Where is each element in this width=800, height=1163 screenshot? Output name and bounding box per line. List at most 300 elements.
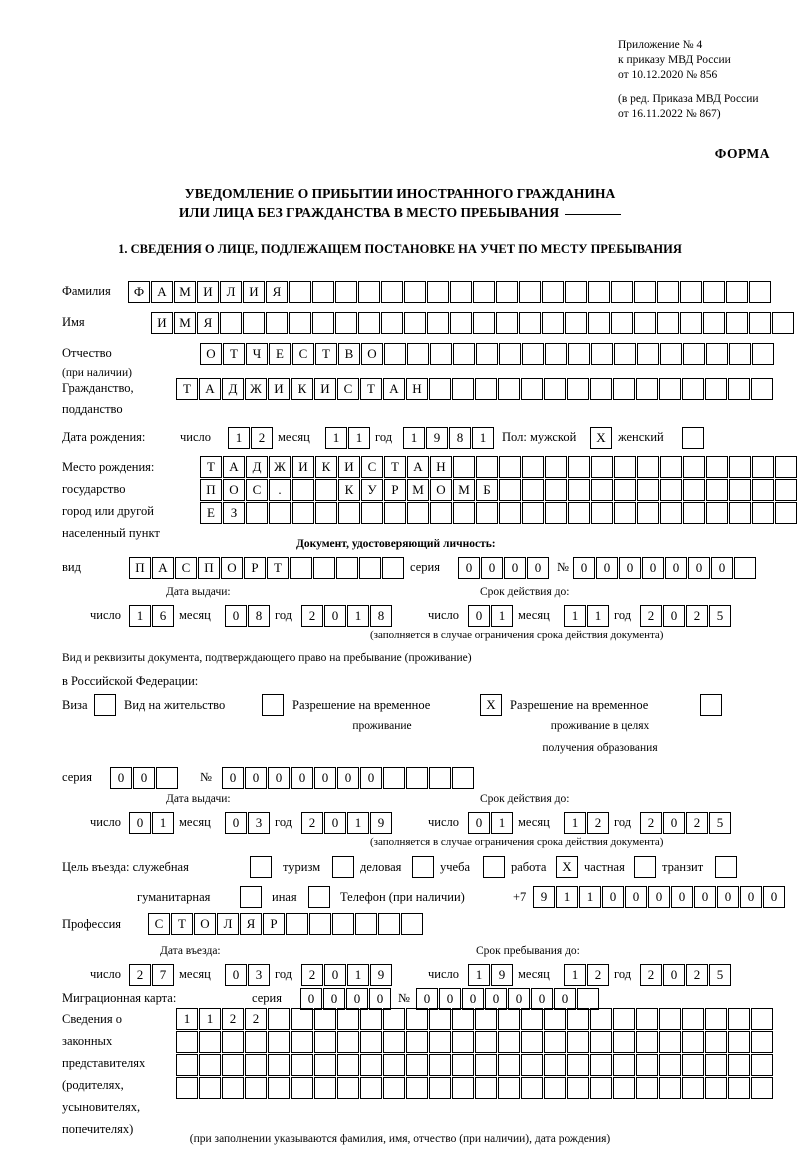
char-cell[interactable] bbox=[682, 1008, 704, 1030]
checkbox-temp-residence[interactable] bbox=[480, 694, 503, 716]
char-cell[interactable]: 0 bbox=[324, 964, 346, 986]
char-cell[interactable] bbox=[683, 343, 705, 365]
char-cell[interactable]: Е bbox=[200, 502, 222, 524]
char-cell[interactable] bbox=[312, 281, 334, 303]
char-cell[interactable] bbox=[483, 856, 505, 878]
char-cell[interactable]: О bbox=[200, 343, 222, 365]
char-cell[interactable]: Р bbox=[384, 479, 406, 501]
char-cell[interactable] bbox=[452, 1008, 474, 1030]
char-cell[interactable] bbox=[637, 479, 659, 501]
field-doc-issue-month[interactable] bbox=[225, 605, 271, 627]
char-cell[interactable] bbox=[337, 1008, 359, 1030]
char-cell[interactable] bbox=[476, 502, 498, 524]
char-cell[interactable]: Ф bbox=[128, 281, 150, 303]
char-cell[interactable] bbox=[729, 479, 751, 501]
char-cell[interactable] bbox=[706, 479, 728, 501]
char-cell[interactable] bbox=[406, 1054, 428, 1076]
char-cell[interactable] bbox=[332, 913, 354, 935]
char-cell[interactable] bbox=[519, 312, 541, 334]
checkbox-purpose-transit[interactable] bbox=[715, 856, 738, 878]
char-cell[interactable]: 2 bbox=[686, 812, 708, 834]
char-cell[interactable]: 2 bbox=[251, 427, 273, 449]
char-cell[interactable]: 1 bbox=[564, 964, 586, 986]
char-cell[interactable] bbox=[309, 913, 331, 935]
char-cell[interactable] bbox=[637, 456, 659, 478]
char-cell[interactable]: 0 bbox=[481, 557, 503, 579]
char-cell[interactable] bbox=[565, 312, 587, 334]
checkbox-purpose-work[interactable] bbox=[556, 856, 579, 878]
char-cell[interactable]: О bbox=[361, 343, 383, 365]
char-cell[interactable]: 0 bbox=[222, 767, 244, 789]
char-cell[interactable]: М bbox=[174, 312, 196, 334]
char-cell[interactable] bbox=[245, 1077, 267, 1099]
char-cell[interactable]: К bbox=[291, 378, 313, 400]
char-cell[interactable] bbox=[591, 479, 613, 501]
char-cell[interactable] bbox=[412, 856, 434, 878]
char-cell[interactable] bbox=[452, 1031, 474, 1053]
char-cell[interactable]: П bbox=[129, 557, 151, 579]
char-cell[interactable] bbox=[657, 312, 679, 334]
char-cell[interactable]: 0 bbox=[369, 988, 391, 1010]
char-cell[interactable]: Ж bbox=[245, 378, 267, 400]
char-cell[interactable]: А bbox=[383, 378, 405, 400]
checkbox-purpose-business[interactable] bbox=[412, 856, 435, 878]
char-cell[interactable] bbox=[384, 502, 406, 524]
char-cell[interactable] bbox=[729, 456, 751, 478]
field-surname[interactable] bbox=[128, 281, 772, 303]
field-doc-kind[interactable] bbox=[129, 557, 405, 579]
char-cell[interactable]: 0 bbox=[300, 988, 322, 1010]
char-cell[interactable]: 5 bbox=[709, 964, 731, 986]
field-legal-row-1[interactable] bbox=[176, 1008, 774, 1030]
char-cell[interactable]: 2 bbox=[640, 964, 662, 986]
char-cell[interactable]: 1 bbox=[347, 605, 369, 627]
char-cell[interactable]: Л bbox=[220, 281, 242, 303]
char-cell[interactable]: 3 bbox=[248, 964, 270, 986]
char-cell[interactable] bbox=[772, 312, 794, 334]
char-cell[interactable] bbox=[775, 456, 797, 478]
field-mc-number[interactable] bbox=[416, 988, 600, 1010]
char-cell[interactable]: Б bbox=[476, 479, 498, 501]
char-cell[interactable] bbox=[588, 281, 610, 303]
char-cell[interactable] bbox=[156, 767, 178, 789]
char-cell[interactable]: 0 bbox=[671, 886, 693, 908]
field-permit-valid-day[interactable] bbox=[468, 812, 514, 834]
char-cell[interactable] bbox=[705, 1077, 727, 1099]
char-cell[interactable] bbox=[680, 312, 702, 334]
char-cell[interactable] bbox=[475, 378, 497, 400]
char-cell[interactable] bbox=[568, 502, 590, 524]
char-cell[interactable] bbox=[314, 1031, 336, 1053]
char-cell[interactable] bbox=[521, 1031, 543, 1053]
char-cell[interactable]: 0 bbox=[337, 767, 359, 789]
char-cell[interactable]: 2 bbox=[686, 605, 708, 627]
char-cell[interactable] bbox=[567, 1077, 589, 1099]
char-cell[interactable] bbox=[429, 378, 451, 400]
char-cell[interactable]: 9 bbox=[370, 812, 392, 834]
char-cell[interactable]: 0 bbox=[110, 767, 132, 789]
char-cell[interactable] bbox=[636, 1031, 658, 1053]
field-permit-valid-year[interactable] bbox=[640, 812, 732, 834]
char-cell[interactable]: 1 bbox=[403, 427, 425, 449]
char-cell[interactable] bbox=[636, 1008, 658, 1030]
char-cell[interactable]: X bbox=[590, 427, 612, 449]
char-cell[interactable]: 0 bbox=[458, 557, 480, 579]
char-cell[interactable]: 0 bbox=[688, 557, 710, 579]
char-cell[interactable] bbox=[94, 694, 116, 716]
field-legal-row-2[interactable] bbox=[176, 1031, 774, 1053]
checkbox-purpose-service[interactable] bbox=[250, 856, 273, 878]
char-cell[interactable] bbox=[499, 479, 521, 501]
char-cell[interactable] bbox=[453, 343, 475, 365]
char-cell[interactable] bbox=[292, 479, 314, 501]
char-cell[interactable] bbox=[199, 1054, 221, 1076]
char-cell[interactable] bbox=[567, 1054, 589, 1076]
char-cell[interactable] bbox=[751, 1008, 773, 1030]
char-cell[interactable] bbox=[728, 1077, 750, 1099]
char-cell[interactable] bbox=[289, 281, 311, 303]
char-cell[interactable] bbox=[706, 343, 728, 365]
char-cell[interactable] bbox=[614, 456, 636, 478]
field-patronymic[interactable] bbox=[200, 343, 775, 365]
char-cell[interactable] bbox=[590, 1008, 612, 1030]
char-cell[interactable]: 0 bbox=[291, 767, 313, 789]
field-legal-row-3[interactable] bbox=[176, 1054, 774, 1076]
char-cell[interactable] bbox=[496, 312, 518, 334]
char-cell[interactable]: 1 bbox=[176, 1008, 198, 1030]
char-cell[interactable] bbox=[360, 1031, 382, 1053]
char-cell[interactable]: 0 bbox=[596, 557, 618, 579]
char-cell[interactable] bbox=[430, 502, 452, 524]
char-cell[interactable]: 0 bbox=[314, 767, 336, 789]
char-cell[interactable] bbox=[475, 1031, 497, 1053]
char-cell[interactable]: 1 bbox=[325, 427, 347, 449]
char-cell[interactable] bbox=[568, 343, 590, 365]
char-cell[interactable] bbox=[473, 281, 495, 303]
char-cell[interactable]: Т bbox=[267, 557, 289, 579]
char-cell[interactable]: Д bbox=[246, 456, 268, 478]
char-cell[interactable] bbox=[292, 502, 314, 524]
char-cell[interactable] bbox=[499, 456, 521, 478]
char-cell[interactable]: Е bbox=[269, 343, 291, 365]
field-legal-row-4[interactable] bbox=[176, 1077, 774, 1099]
char-cell[interactable] bbox=[473, 312, 495, 334]
char-cell[interactable]: 8 bbox=[370, 605, 392, 627]
char-cell[interactable]: 1 bbox=[587, 605, 609, 627]
char-cell[interactable] bbox=[522, 479, 544, 501]
char-cell[interactable]: 0 bbox=[527, 557, 549, 579]
char-cell[interactable] bbox=[565, 281, 587, 303]
field-doc-series[interactable] bbox=[458, 557, 550, 579]
char-cell[interactable]: Т bbox=[171, 913, 193, 935]
char-cell[interactable] bbox=[286, 913, 308, 935]
char-cell[interactable]: С bbox=[148, 913, 170, 935]
char-cell[interactable] bbox=[220, 312, 242, 334]
char-cell[interactable] bbox=[176, 1031, 198, 1053]
char-cell[interactable] bbox=[752, 456, 774, 478]
char-cell[interactable] bbox=[383, 1008, 405, 1030]
char-cell[interactable]: 0 bbox=[573, 557, 595, 579]
char-cell[interactable] bbox=[749, 281, 771, 303]
char-cell[interactable] bbox=[521, 1008, 543, 1030]
char-cell[interactable] bbox=[355, 913, 377, 935]
char-cell[interactable]: А bbox=[223, 456, 245, 478]
char-cell[interactable]: 0 bbox=[694, 886, 716, 908]
char-cell[interactable]: 8 bbox=[248, 605, 270, 627]
char-cell[interactable]: Т bbox=[315, 343, 337, 365]
char-cell[interactable]: 0 bbox=[485, 988, 507, 1010]
char-cell[interactable] bbox=[705, 378, 727, 400]
char-cell[interactable]: 0 bbox=[346, 988, 368, 1010]
char-cell[interactable] bbox=[683, 502, 705, 524]
char-cell[interactable] bbox=[545, 502, 567, 524]
char-cell[interactable]: И bbox=[338, 456, 360, 478]
char-cell[interactable]: 2 bbox=[587, 812, 609, 834]
char-cell[interactable] bbox=[680, 281, 702, 303]
char-cell[interactable]: 1 bbox=[129, 605, 151, 627]
char-cell[interactable] bbox=[476, 456, 498, 478]
char-cell[interactable] bbox=[308, 886, 330, 908]
char-cell[interactable] bbox=[706, 502, 728, 524]
char-cell[interactable]: 2 bbox=[129, 964, 151, 986]
char-cell[interactable]: М bbox=[174, 281, 196, 303]
char-cell[interactable] bbox=[496, 281, 518, 303]
char-cell[interactable] bbox=[636, 1054, 658, 1076]
char-cell[interactable] bbox=[406, 1008, 428, 1030]
char-cell[interactable] bbox=[383, 767, 405, 789]
char-cell[interactable] bbox=[337, 1031, 359, 1053]
char-cell[interactable] bbox=[315, 502, 337, 524]
char-cell[interactable] bbox=[453, 456, 475, 478]
char-cell[interactable]: 0 bbox=[740, 886, 762, 908]
field-permit-issue-month[interactable] bbox=[225, 812, 271, 834]
char-cell[interactable] bbox=[407, 502, 429, 524]
char-cell[interactable] bbox=[614, 502, 636, 524]
char-cell[interactable]: Я bbox=[266, 281, 288, 303]
char-cell[interactable]: Я bbox=[197, 312, 219, 334]
char-cell[interactable]: Т bbox=[384, 456, 406, 478]
char-cell[interactable]: Ж bbox=[269, 456, 291, 478]
char-cell[interactable] bbox=[590, 378, 612, 400]
char-cell[interactable]: 0 bbox=[531, 988, 553, 1010]
char-cell[interactable] bbox=[659, 1031, 681, 1053]
char-cell[interactable]: С bbox=[337, 378, 359, 400]
char-cell[interactable] bbox=[636, 1077, 658, 1099]
char-cell[interactable] bbox=[590, 1031, 612, 1053]
char-cell[interactable] bbox=[749, 312, 771, 334]
char-cell[interactable]: Н bbox=[430, 456, 452, 478]
char-cell[interactable] bbox=[289, 312, 311, 334]
char-cell[interactable] bbox=[568, 456, 590, 478]
char-cell[interactable] bbox=[752, 502, 774, 524]
char-cell[interactable] bbox=[659, 1077, 681, 1099]
char-cell[interactable] bbox=[659, 1054, 681, 1076]
char-cell[interactable] bbox=[360, 1077, 382, 1099]
char-cell[interactable]: 0 bbox=[602, 886, 624, 908]
char-cell[interactable]: X bbox=[480, 694, 502, 716]
field-birth-day[interactable] bbox=[228, 427, 274, 449]
char-cell[interactable] bbox=[637, 502, 659, 524]
char-cell[interactable] bbox=[567, 1008, 589, 1030]
char-cell[interactable] bbox=[590, 1077, 612, 1099]
char-cell[interactable] bbox=[682, 427, 704, 449]
char-cell[interactable] bbox=[498, 378, 520, 400]
char-cell[interactable] bbox=[636, 378, 658, 400]
field-mc-series[interactable] bbox=[300, 988, 392, 1010]
char-cell[interactable] bbox=[751, 1077, 773, 1099]
char-cell[interactable] bbox=[545, 479, 567, 501]
field-entry-month[interactable] bbox=[225, 964, 271, 986]
char-cell[interactable] bbox=[588, 312, 610, 334]
char-cell[interactable] bbox=[683, 479, 705, 501]
char-cell[interactable] bbox=[383, 1054, 405, 1076]
char-cell[interactable] bbox=[358, 312, 380, 334]
field-permit-issue-day[interactable] bbox=[129, 812, 175, 834]
char-cell[interactable] bbox=[634, 281, 656, 303]
char-cell[interactable]: И bbox=[151, 312, 173, 334]
field-doc-valid-year[interactable] bbox=[640, 605, 732, 627]
char-cell[interactable]: 0 bbox=[245, 767, 267, 789]
field-stay-year[interactable] bbox=[640, 964, 732, 986]
char-cell[interactable]: 1 bbox=[564, 812, 586, 834]
char-cell[interactable]: 2 bbox=[587, 964, 609, 986]
char-cell[interactable] bbox=[268, 1031, 290, 1053]
char-cell[interactable]: А bbox=[152, 557, 174, 579]
field-entry-day[interactable] bbox=[129, 964, 175, 986]
char-cell[interactable]: 0 bbox=[468, 605, 490, 627]
char-cell[interactable] bbox=[751, 1054, 773, 1076]
char-cell[interactable]: X bbox=[556, 856, 578, 878]
char-cell[interactable] bbox=[291, 1008, 313, 1030]
char-cell[interactable] bbox=[452, 767, 474, 789]
char-cell[interactable] bbox=[705, 1054, 727, 1076]
char-cell[interactable] bbox=[453, 502, 475, 524]
char-cell[interactable] bbox=[726, 281, 748, 303]
char-cell[interactable]: 1 bbox=[347, 964, 369, 986]
char-cell[interactable] bbox=[703, 312, 725, 334]
char-cell[interactable] bbox=[427, 312, 449, 334]
char-cell[interactable] bbox=[498, 1008, 520, 1030]
checkbox-purpose-study[interactable] bbox=[483, 856, 506, 878]
char-cell[interactable]: 5 bbox=[709, 605, 731, 627]
char-cell[interactable] bbox=[682, 1077, 704, 1099]
field-profession[interactable] bbox=[148, 913, 424, 935]
field-birth-year[interactable] bbox=[403, 427, 495, 449]
checkbox-purpose-private[interactable] bbox=[634, 856, 657, 878]
field-phone[interactable] bbox=[533, 886, 786, 908]
char-cell[interactable] bbox=[429, 1054, 451, 1076]
char-cell[interactable] bbox=[266, 312, 288, 334]
char-cell[interactable]: Т bbox=[200, 456, 222, 478]
char-cell[interactable]: 2 bbox=[686, 964, 708, 986]
char-cell[interactable] bbox=[240, 886, 262, 908]
char-cell[interactable] bbox=[312, 312, 334, 334]
char-cell[interactable] bbox=[660, 456, 682, 478]
char-cell[interactable] bbox=[752, 479, 774, 501]
char-cell[interactable]: О bbox=[223, 479, 245, 501]
char-cell[interactable] bbox=[404, 281, 426, 303]
char-cell[interactable] bbox=[381, 281, 403, 303]
char-cell[interactable] bbox=[613, 1077, 635, 1099]
char-cell[interactable] bbox=[359, 557, 381, 579]
char-cell[interactable]: Л bbox=[217, 913, 239, 935]
char-cell[interactable]: О bbox=[430, 479, 452, 501]
char-cell[interactable] bbox=[521, 1077, 543, 1099]
char-cell[interactable] bbox=[728, 1054, 750, 1076]
char-cell[interactable] bbox=[406, 767, 428, 789]
char-cell[interactable] bbox=[634, 312, 656, 334]
char-cell[interactable] bbox=[522, 343, 544, 365]
char-cell[interactable] bbox=[715, 856, 737, 878]
char-cell[interactable] bbox=[337, 1054, 359, 1076]
char-cell[interactable]: М bbox=[407, 479, 429, 501]
checkbox-female[interactable] bbox=[682, 427, 705, 449]
char-cell[interactable]: 0 bbox=[663, 812, 685, 834]
char-cell[interactable] bbox=[522, 502, 544, 524]
char-cell[interactable]: И bbox=[314, 378, 336, 400]
char-cell[interactable] bbox=[752, 343, 774, 365]
char-cell[interactable] bbox=[660, 479, 682, 501]
char-cell[interactable] bbox=[498, 1054, 520, 1076]
char-cell[interactable] bbox=[657, 281, 679, 303]
char-cell[interactable]: Д bbox=[222, 378, 244, 400]
char-cell[interactable] bbox=[475, 1077, 497, 1099]
char-cell[interactable]: 0 bbox=[439, 988, 461, 1010]
char-cell[interactable]: 9 bbox=[426, 427, 448, 449]
char-cell[interactable]: С bbox=[246, 479, 268, 501]
char-cell[interactable] bbox=[222, 1031, 244, 1053]
char-cell[interactable]: 0 bbox=[225, 605, 247, 627]
char-cell[interactable]: 2 bbox=[301, 812, 323, 834]
char-cell[interactable] bbox=[591, 502, 613, 524]
char-cell[interactable] bbox=[775, 502, 797, 524]
char-cell[interactable]: М bbox=[453, 479, 475, 501]
char-cell[interactable] bbox=[176, 1077, 198, 1099]
char-cell[interactable]: С bbox=[175, 557, 197, 579]
char-cell[interactable]: Т bbox=[176, 378, 198, 400]
char-cell[interactable] bbox=[728, 1008, 750, 1030]
char-cell[interactable]: 0 bbox=[665, 557, 687, 579]
char-cell[interactable] bbox=[751, 378, 773, 400]
field-permit-issue-year[interactable] bbox=[301, 812, 393, 834]
char-cell[interactable] bbox=[544, 378, 566, 400]
char-cell[interactable] bbox=[406, 1077, 428, 1099]
char-cell[interactable]: 0 bbox=[711, 557, 733, 579]
char-cell[interactable] bbox=[567, 378, 589, 400]
char-cell[interactable]: 1 bbox=[228, 427, 250, 449]
char-cell[interactable] bbox=[245, 1031, 267, 1053]
char-cell[interactable] bbox=[475, 1008, 497, 1030]
char-cell[interactable]: 0 bbox=[468, 812, 490, 834]
char-cell[interactable]: 0 bbox=[625, 886, 647, 908]
char-cell[interactable] bbox=[360, 1008, 382, 1030]
char-cell[interactable]: 0 bbox=[324, 605, 346, 627]
char-cell[interactable]: 0 bbox=[648, 886, 670, 908]
char-cell[interactable]: К bbox=[338, 479, 360, 501]
char-cell[interactable]: Ч bbox=[246, 343, 268, 365]
char-cell[interactable] bbox=[476, 343, 498, 365]
char-cell[interactable] bbox=[262, 694, 284, 716]
char-cell[interactable] bbox=[382, 557, 404, 579]
char-cell[interactable]: 0 bbox=[763, 886, 785, 908]
char-cell[interactable] bbox=[361, 502, 383, 524]
char-cell[interactable] bbox=[336, 557, 358, 579]
char-cell[interactable] bbox=[659, 1008, 681, 1030]
char-cell[interactable] bbox=[775, 479, 797, 501]
char-cell[interactable] bbox=[734, 557, 756, 579]
char-cell[interactable] bbox=[544, 1008, 566, 1030]
char-cell[interactable] bbox=[590, 1054, 612, 1076]
